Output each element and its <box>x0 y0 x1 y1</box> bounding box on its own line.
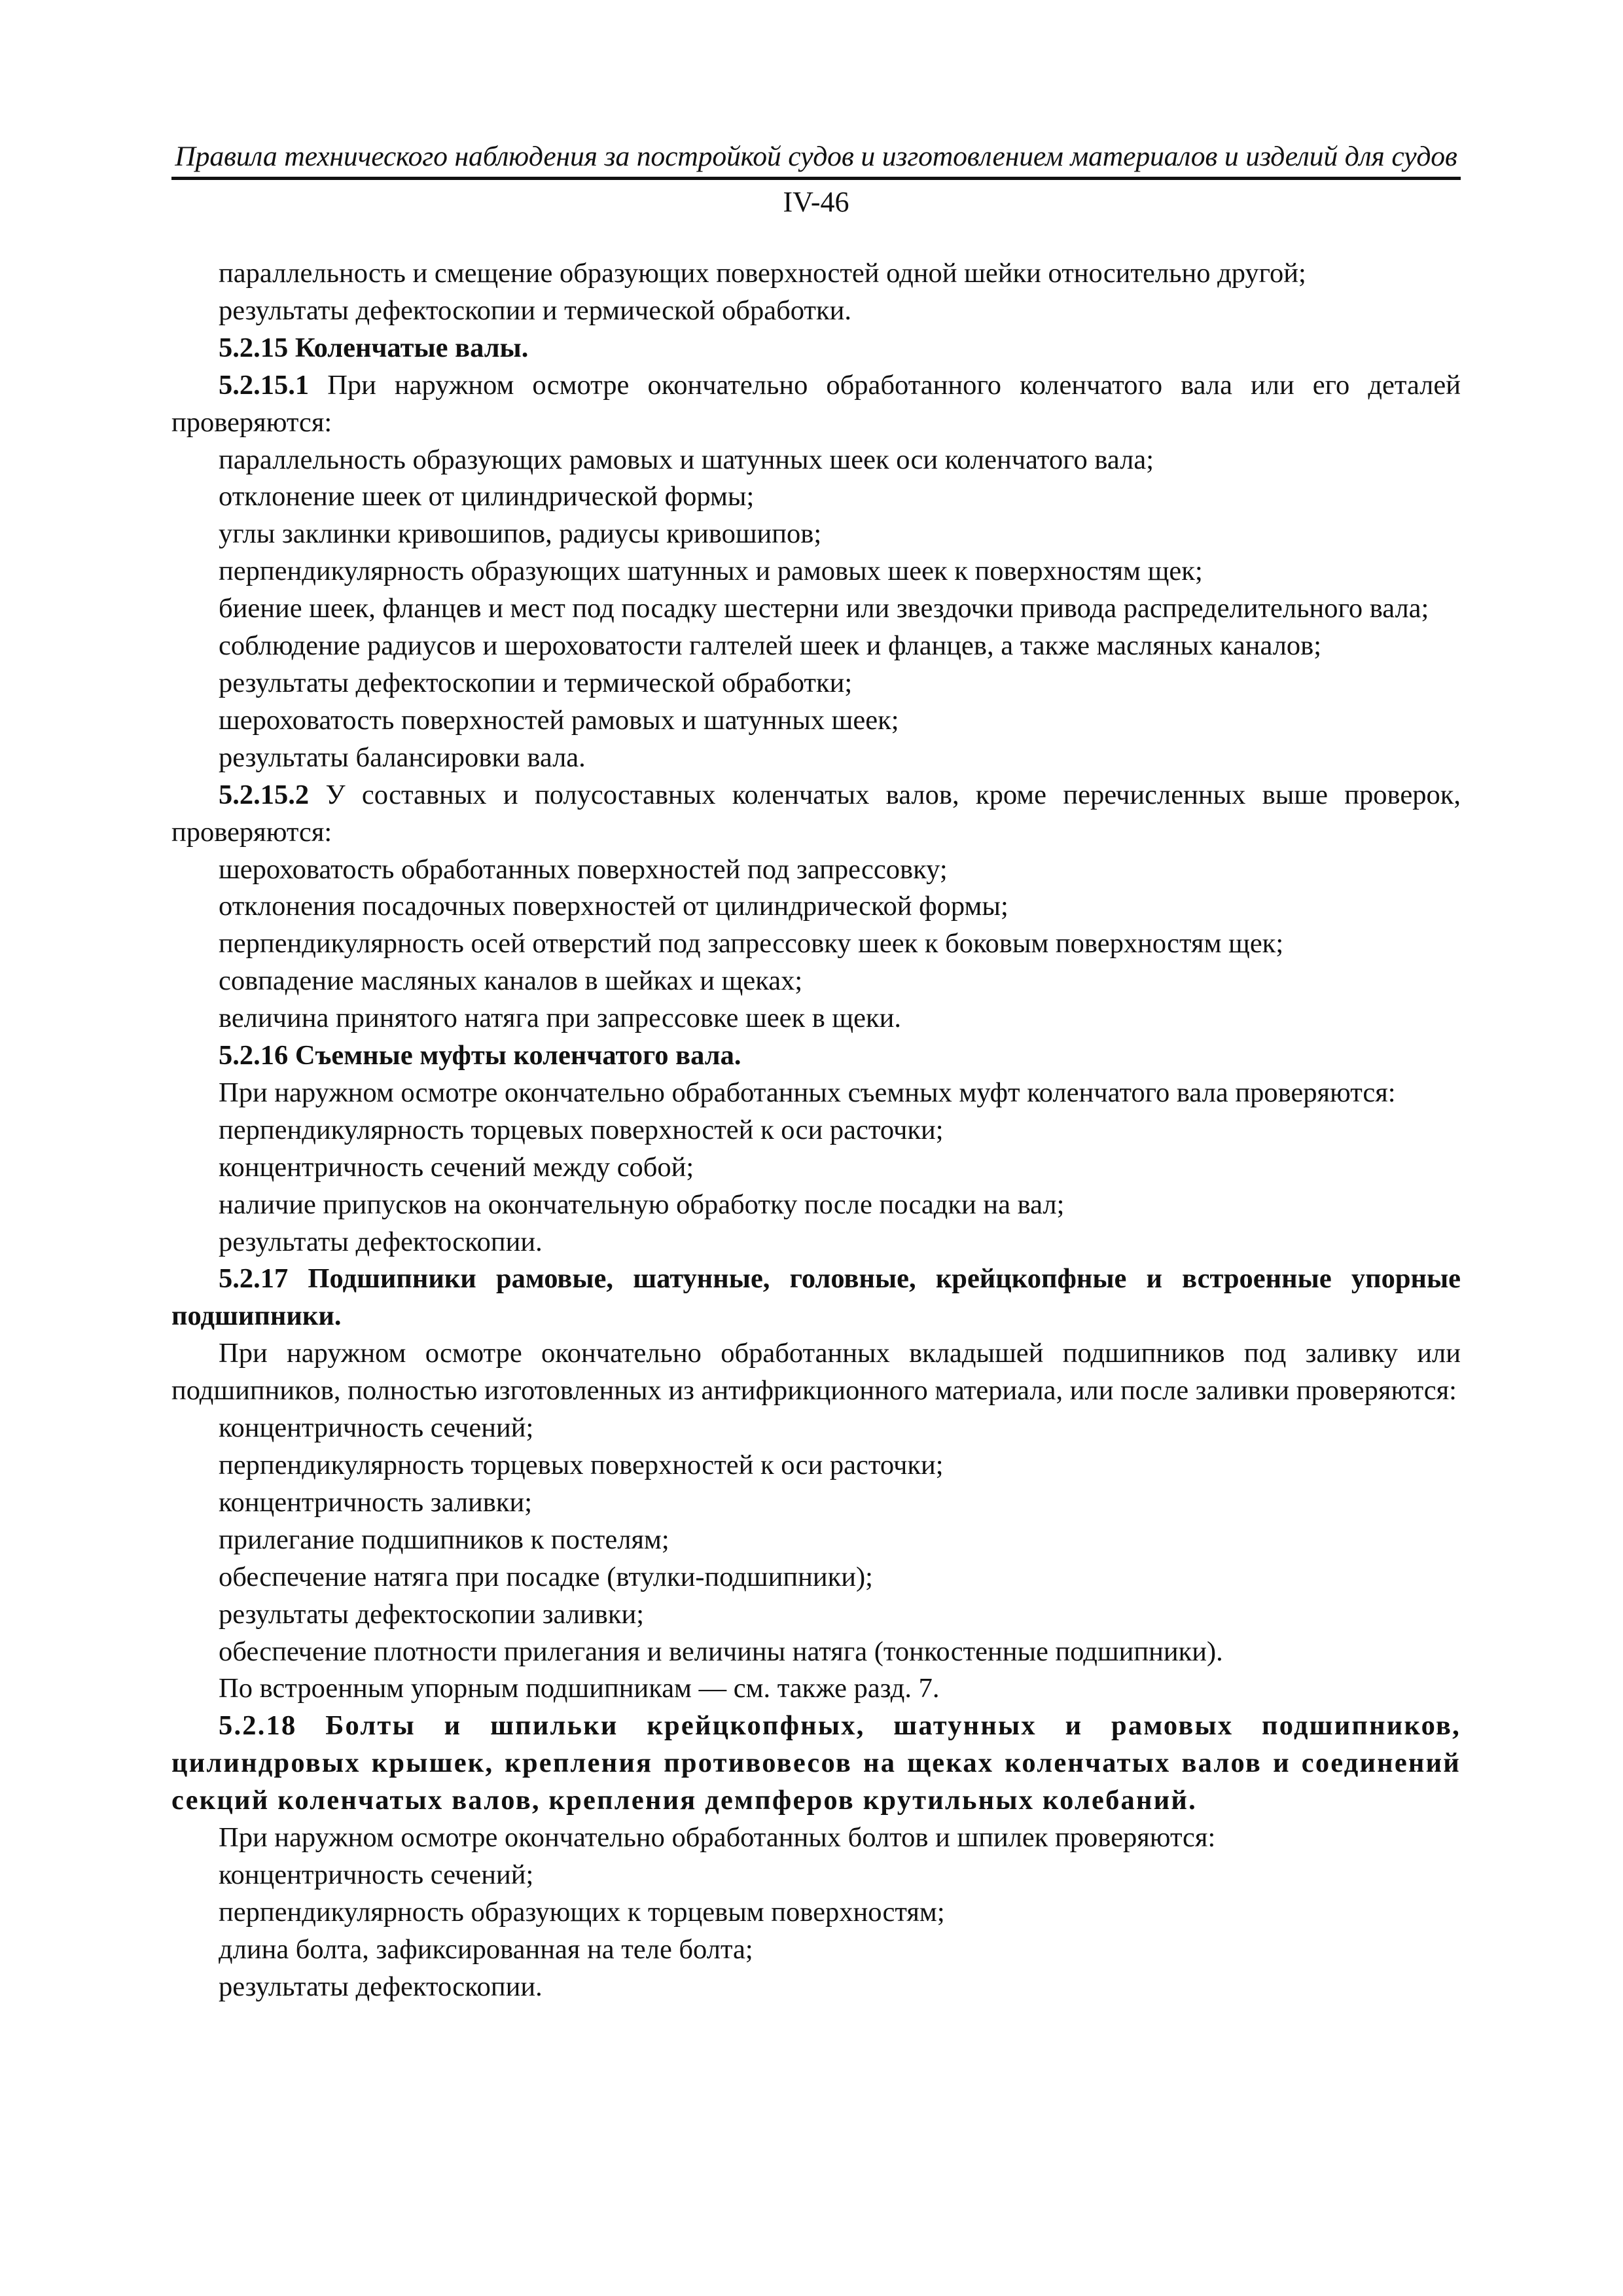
header-rule <box>171 177 1461 180</box>
list-item: обеспечение плотности прилегания и величины натяга (тонкостенные подшипники). <box>219 1636 1223 1667</box>
page-number: IV-46 <box>783 186 849 218</box>
list-item: наличие припусков на окончательную обработку после посадки на вал; <box>219 1189 1065 1220</box>
list-item: перпендикулярность образующих к торцевым поверхностям; <box>219 1896 945 1928</box>
list-item: отклонения посадочных поверхностей от цилиндрической формы; <box>219 891 1008 922</box>
list-item: результаты дефектоскопии. <box>219 1226 543 1257</box>
list-item: углы заклинки кривошипов, радиусы кривошипов; <box>219 518 822 550</box>
list-item: шероховатость поверхностей рамовых и шатунных шеек; <box>219 704 899 736</box>
list-item: перпендикулярность торцевых поверхностей к оси расточки; <box>219 1114 944 1145</box>
body-line: результаты дефектоскопии и термической обработки. <box>219 295 851 326</box>
clause-text: При наружном осмотре окончательно обработанного коленчатого вала или его деталей проверяются: <box>171 369 1461 438</box>
list-item: величина принятого натяга при запрессовке шеек в щеки. <box>219 1003 902 1034</box>
clause-number: 5.2.15.2 <box>219 779 310 810</box>
list-item: соблюдение радиусов и шероховатости галтелей шеек и фланцев, а также масляных каналов; <box>219 630 1322 662</box>
section-heading-5-2-18: 5.2.18 Болты и шпильки крейцкопфных, шатунных и рамовых подшипников, цилиндровых крышек, крепления противовесов на щеках коленчатых валов и соединений секций коленчатых валов, крепления демпферов крутильных колебаний. <box>171 1710 1461 1816</box>
list-item: обеспечение натяга при посадке (втулки-подшипники); <box>219 1561 873 1592</box>
list-item: концентричность сечений между собой; <box>219 1151 694 1183</box>
clause-text: У составных и полусоставных коленчатых валов, кроме перечисленных выше проверок, проверяются: <box>171 779 1461 848</box>
list-item: концентричность сечений; <box>219 1859 534 1890</box>
document-body <box>171 255 1461 2006</box>
list-item: По встроенным упорным подшипникам — см. также разд. 7. <box>219 1673 940 1704</box>
list-item: совпадение масляных каналов в шейках и щеках; <box>219 965 803 997</box>
list-item: перпендикулярность осей отверстий под запрессовку шеек к боковым поверхностям щек; <box>219 928 1284 960</box>
list-item: прилегание подшипников к постелям; <box>219 1524 669 1555</box>
list-item: перпендикулярность торцевых поверхностей к оси расточки; <box>219 1450 944 1480</box>
list-item: результаты дефектоскопии заливки; <box>219 1598 645 1630</box>
list-item: концентричность заливки; <box>219 1486 533 1518</box>
list-item: результаты дефектоскопии и термической обработки; <box>219 667 853 698</box>
section-heading-5-2-15: 5.2.15 Коленчатые валы. <box>219 332 529 363</box>
paragraph-5-2-18: При наружном осмотре окончательно обработанных болтов и шпилек проверяются: <box>219 1822 1216 1854</box>
list-item: параллельность образующих рамовых и шатунных шеек оси коленчатого вала; <box>219 444 1154 475</box>
paragraph-5-2-15-1 <box>171 367 1461 442</box>
list-item: концентричность сечений; <box>219 1412 534 1444</box>
list-item: результаты дефектоскопии. <box>219 1971 543 2002</box>
paragraph-5-2-17: При наружном осмотре окончательно обработанных вкладышей подшипников под заливку или подшипников, полностью изготовленных из антифрикционного материала, или после заливки проверяются: <box>171 1338 1461 1407</box>
list-item: отклонение шеек от цилиндрической формы; <box>219 481 755 512</box>
list-item: результаты балансировки вала. <box>219 742 586 773</box>
list-item: биение шеек, фланцев и мест под посадку шестерни или звездочки привода распределительного вала; <box>219 593 1429 624</box>
section-heading-5-2-16: 5.2.16 Съемные муфты коленчатого вала. <box>219 1040 741 1071</box>
section-heading-5-2-17: 5.2.17 Подшипники рамовые, шатунные, головные, крейцкопфные и встроенные упорные подшипники. <box>171 1263 1461 1332</box>
paragraph-5-2-16: При наружном осмотре окончательно обработанных съемных муфт коленчатого вала проверяются: <box>219 1077 1396 1108</box>
list-item: шероховатость обработанных поверхностей под запрессовку; <box>219 853 948 885</box>
paragraph-5-2-15-2 <box>171 777 1461 852</box>
clause-number: 5.2.15.1 <box>219 369 310 401</box>
body-line: параллельность и смещение образующих поверхностей одной шейки относительно другой; <box>219 258 1306 289</box>
list-item: перпендикулярность образующих шатунных и рамовых шеек к поверхностям щек; <box>219 556 1203 587</box>
list-item: длина болта, зафиксированная на теле болта; <box>219 1933 753 1965</box>
running-header: Правила технического наблюдения за постройкой судов и изготовлением материалов и изделий для судов <box>175 141 1457 172</box>
